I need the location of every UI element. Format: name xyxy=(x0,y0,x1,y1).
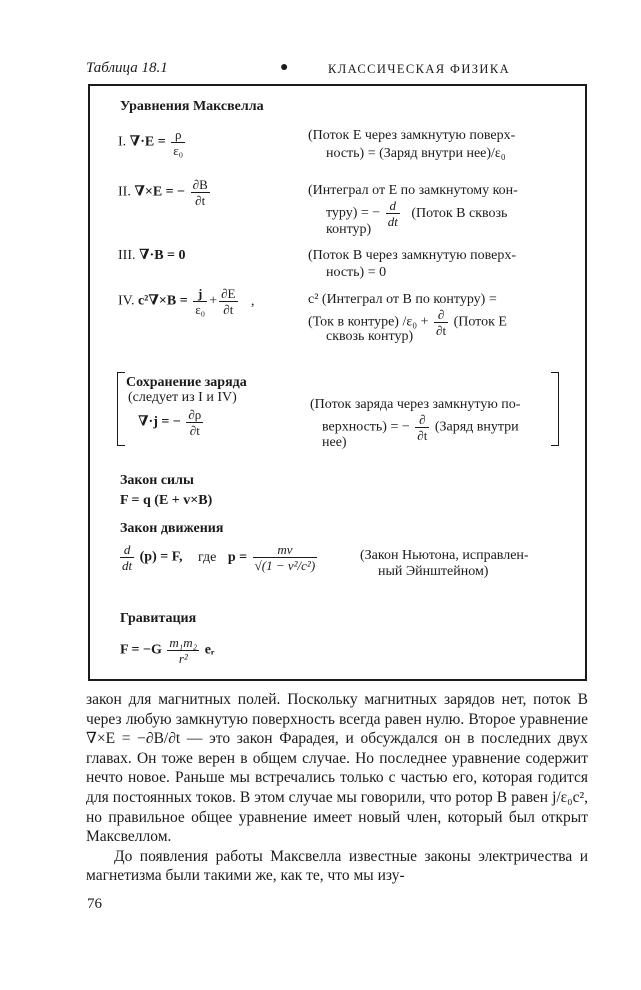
equation-4 xyxy=(118,286,255,317)
force-title: Закон силы xyxy=(120,473,194,488)
eq2-desc-line2a: туру) = − xyxy=(326,205,381,221)
eq2-desc-frac-num: d xyxy=(386,198,400,214)
eq4-comma: , xyxy=(251,293,255,309)
body-text xyxy=(86,690,588,886)
eq2-frac-den: ∂t xyxy=(195,193,206,208)
gravity-fraction xyxy=(167,635,199,666)
eq2-desc-line3: контур) xyxy=(326,222,372,237)
eq2-desc-frac-den: dt xyxy=(387,214,398,229)
motion-equation xyxy=(118,542,319,573)
eq1-numeral: I. xyxy=(118,134,127,150)
table-label: Таблица 18.1 xyxy=(86,60,168,76)
eq4-desc-line3: сквозь контур) xyxy=(326,329,414,344)
eq4-frac1-den: ε₀ xyxy=(195,302,206,317)
equation-1 xyxy=(118,127,187,158)
chapter-title: КЛАССИЧЕСКАЯ ФИЗИКА xyxy=(328,62,511,76)
eq4-numeral: IV. xyxy=(118,293,135,309)
eq4-lhs: c²∇×B = xyxy=(137,293,188,309)
gravity-frac-num: m₁m₂ xyxy=(169,635,198,650)
gravity-rhs: eᵣ xyxy=(204,642,215,658)
motion-title: Закон движения xyxy=(120,521,224,536)
equation-2 xyxy=(118,177,212,208)
eq4-desc-frac-den: ∂t xyxy=(436,323,447,338)
charge-title: Сохранение заряда xyxy=(126,375,247,390)
charge-desc-line2 xyxy=(322,412,519,443)
motion-where: где xyxy=(197,549,217,565)
charge-desc-line1: (Поток заряда через замкнутую по- xyxy=(310,397,521,412)
motion-p-num: mv xyxy=(253,542,318,558)
motion-d-num: d xyxy=(120,542,134,558)
left-bracket xyxy=(117,372,125,446)
charge-note: (следует из I и IV) xyxy=(128,390,237,405)
maxwell-title: Уравнения Максвелла xyxy=(120,99,264,114)
force-equation: F = q (E + v×B) xyxy=(120,493,213,508)
charge-desc-line3: нее) xyxy=(322,435,347,450)
eq1-frac-den: ε₀ xyxy=(173,143,184,158)
eq2-desc-fraction xyxy=(386,198,400,229)
bullet-icon: ● xyxy=(280,60,289,75)
charge-desc-frac-num: ∂ xyxy=(415,412,429,428)
eq1-desc-line2: ность) = (Заряд внутри нее)/ε₀ xyxy=(326,146,506,161)
paragraph-2: До появления работы Максвелла известные законы электричества и магнетизма были такими же, как те, что мы изу- xyxy=(86,847,588,885)
gravity-equation xyxy=(120,635,215,666)
eq4-frac2-num: ∂E xyxy=(221,286,236,301)
eq1-desc-line1: (Поток E через замкнутую поверх- xyxy=(308,128,516,143)
eq2-lhs: ∇×E = − xyxy=(134,184,186,200)
eq4-desc-line2a: (Ток в контуре) /ε₀ + xyxy=(308,314,429,330)
eq2-numeral: II. xyxy=(118,184,131,200)
eq2-desc-line1: (Интеграл от E по замкнутому кон- xyxy=(308,183,518,198)
motion-p-eq: p = xyxy=(227,549,248,565)
motion-d-den: dt xyxy=(122,558,133,573)
gravity-frac-den: r² xyxy=(178,651,188,666)
motion-p-den: √(1 − v²/c²) xyxy=(254,558,316,573)
eq2-frac-num: ∂B xyxy=(192,177,208,192)
eq4-desc-line1: c² (Интеграл от B по контуру) = xyxy=(308,292,497,307)
charge-lhs: ∇·j = − xyxy=(138,414,181,430)
motion-d-fraction xyxy=(120,542,134,573)
eq1-fraction xyxy=(171,127,185,158)
page-header xyxy=(86,60,556,80)
eq4-fraction-2 xyxy=(219,286,237,317)
eq4-desc-frac-num: ∂ xyxy=(434,307,448,323)
eq4-desc-fraction xyxy=(434,307,448,338)
eq3-desc-line2: ность) = 0 xyxy=(326,265,387,280)
eq2-desc-line2b: (Поток B сквозь xyxy=(411,205,508,221)
table-box xyxy=(88,84,587,681)
charge-frac-num: ∂ρ xyxy=(188,407,202,422)
eq3-numeral: III. xyxy=(118,248,136,263)
eq3-lhs: ∇·B = 0 xyxy=(139,248,186,263)
charge-equation xyxy=(138,407,205,438)
equation-3 xyxy=(118,247,186,265)
charge-frac-den: ∂t xyxy=(189,423,200,438)
gravity-lhs: F = −G xyxy=(120,642,162,658)
paragraph-1: закон для магнитных полей. Поскольку магнитных зарядов нет, поток B через любую замкнутую поверхность всегда равен нулю. Второе уравнение ∇×E = −∂B/∂t — это закон Фарадея, и обсуждался он в последних двух главах. Он тоже верен в общем случае. Но последнее уравнение содержит нечто новое. Раньше мы встречались только с частью его, которая годится для постоянных токов. В этом случае мы говорили, что ротор B равен j/ε₀c², но правильное общее уравнение имеет новый член, который был открыт Максвеллом. xyxy=(86,691,588,846)
eq4-fraction-1 xyxy=(193,286,207,317)
page-number: 76 xyxy=(87,896,102,912)
charge-desc-frac-den: ∂t xyxy=(417,428,428,443)
motion-p-fraction xyxy=(253,542,318,573)
eq1-lhs: ∇·E = xyxy=(129,134,166,150)
eq4-desc-line2b: (Поток E xyxy=(453,314,507,330)
eq2-fraction xyxy=(191,177,210,208)
eq3-desc-line1: (Поток B через замкнутую поверх- xyxy=(308,248,517,263)
motion-desc-line2: ный Эйнштейном) xyxy=(378,564,489,579)
charge-fraction xyxy=(186,407,203,438)
eq4-plus: + xyxy=(209,293,218,309)
charge-desc-fraction xyxy=(415,412,429,443)
right-bracket xyxy=(551,372,559,446)
eq4-frac2-den: ∂t xyxy=(223,302,234,317)
gravity-title: Гравитация xyxy=(120,611,197,626)
motion-desc-line1: (Закон Ньютона, исправлен- xyxy=(360,548,529,563)
charge-desc-line2a: верхность) = − xyxy=(322,419,410,435)
charge-desc-line2b: (Заряд внутри xyxy=(434,419,519,435)
motion-lhs-rest: (p) = F, xyxy=(139,549,183,565)
eq4-frac1-num: j xyxy=(193,286,207,302)
eq1-frac-num: ρ xyxy=(171,127,185,143)
